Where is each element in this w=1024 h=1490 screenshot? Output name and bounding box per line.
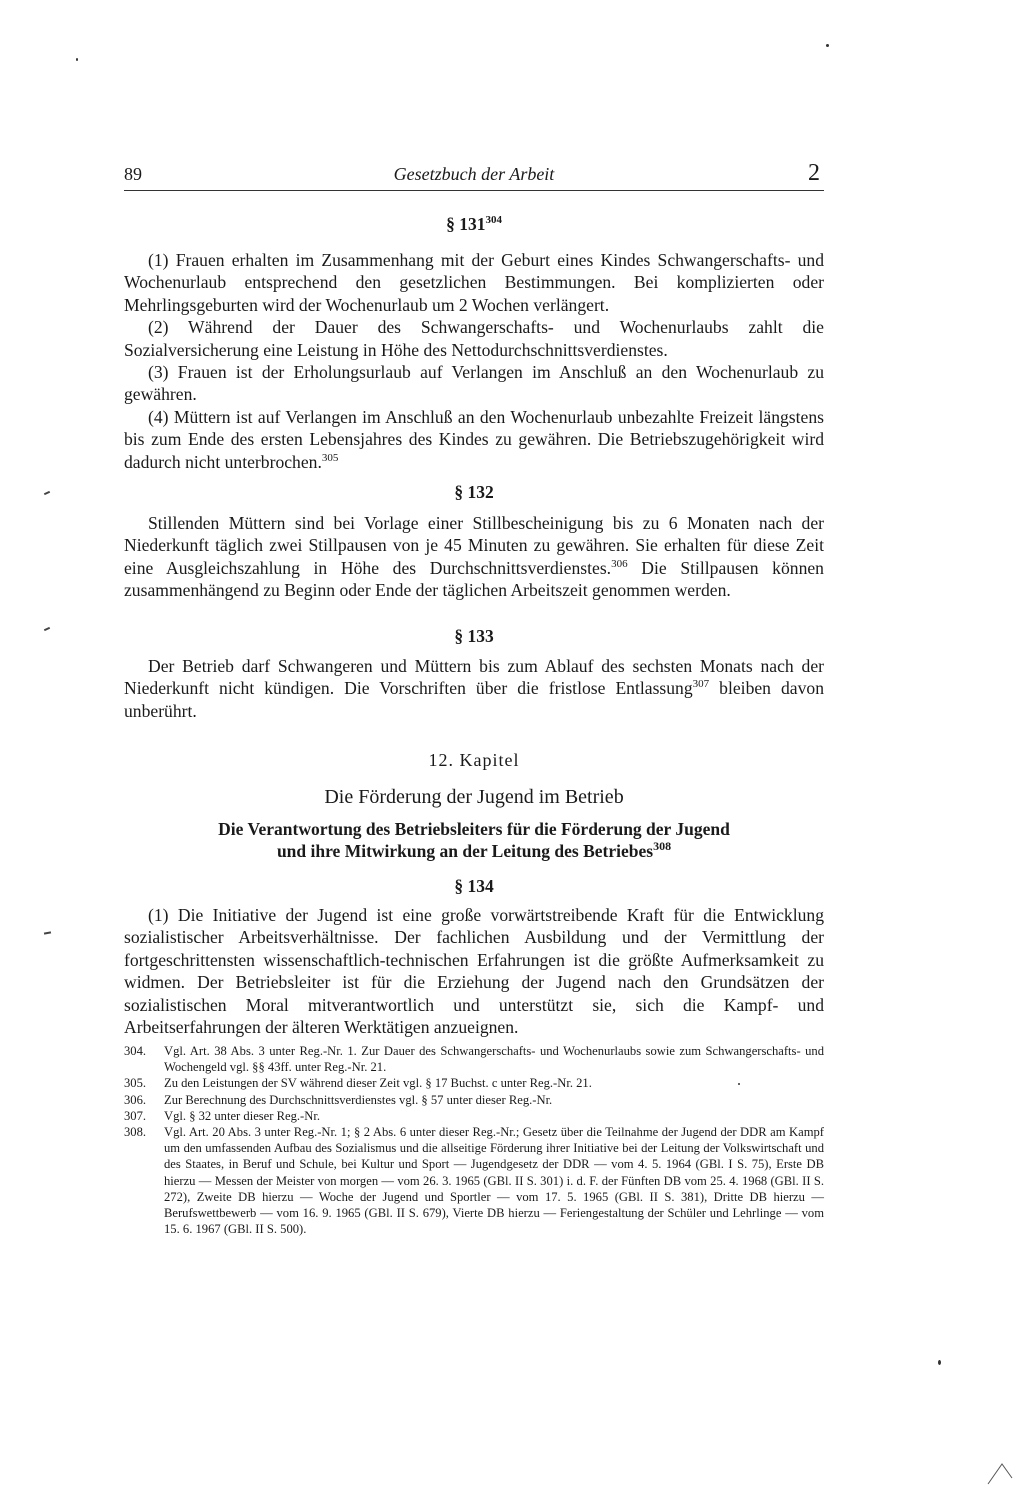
footnote: [124, 1124, 824, 1237]
section-heading: § 131: [446, 214, 486, 234]
scan-speck: [826, 44, 829, 47]
corner-scratch: [986, 1460, 1016, 1486]
footnote-number: 305.: [124, 1076, 147, 1091]
subtitle-text: und ihre Mitwirkung an der Leitung des Betriebes: [276, 841, 654, 861]
footnote-ref: 306: [611, 557, 628, 570]
scan-mark: [44, 627, 50, 631]
section-heading: § 133: [454, 626, 494, 646]
section-134-body: [124, 904, 824, 1038]
paragraph-text: Stillenden Müttern sind bei Vorlage einer Stillbescheinigung bis zu 6 Monaten nach der Niederkunft täglich zwei Stillpausen von je 45 Minuten zu gewähren. Sie erhalten für diese Zeit eine Ausgleichszahlung in Höhe des Durchschnittsverdienstes.: [124, 513, 824, 578]
footnote-text: Zu den Leistungen der SV während dieser Zeit vgl. § 17 Buchst. c unter Reg.-Nr. 21.: [164, 1076, 592, 1091]
footnote: [124, 1092, 824, 1108]
scan-speck: [738, 1083, 740, 1085]
section-133-heading: [124, 626, 824, 647]
footnote-number: 304.: [124, 1044, 147, 1058]
footnote-ref: 305: [321, 451, 339, 464]
section-heading: § 134: [454, 876, 494, 896]
section-132-heading: [124, 482, 824, 503]
subtitle-line: [124, 840, 824, 862]
subtitle-line: Die Verantwortung des Betriebsleiters für die Förderung der Jugend: [218, 819, 730, 839]
footnote-text: Vgl. § 32 unter dieser Reg.-Nr.: [164, 1108, 320, 1123]
section-132-body: [124, 512, 824, 602]
scan-speck: [938, 1360, 941, 1365]
section-134-heading: [124, 876, 824, 897]
section-131-body: [124, 249, 824, 473]
paragraph: (3) Frauen ist der Erholungsurlaub auf Verlangen im Anschluß an den Wochenurlaub zu gewähren.: [124, 362, 824, 405]
paragraph-text: Der Betrieb darf Schwangeren und Müttern bis zum Ablauf des sechsten Monats nach der Niederkunft nicht kündigen. Die Vorschriften über die fristlose Entlassung: [124, 656, 824, 699]
page-number: 89: [124, 164, 142, 184]
footnote-number: 307.: [124, 1108, 147, 1123]
scan-mark: [44, 931, 51, 934]
chapter-title: Die Förderung der Jugend im Betrieb: [324, 786, 624, 808]
footnote-number: 308.: [124, 1125, 147, 1140]
paragraph-text: bleiben davon unberührt.: [124, 678, 824, 721]
scan-mark: [44, 491, 50, 495]
paragraph: [124, 406, 824, 473]
paragraph: (1) Die Initiative der Jugend ist eine große vorwärtstreibende Kraft für die Entwicklung sozialistischer Arbeitsverhältnisse. Der fachlichen Ausbildung und der Vermittlung der fortgeschrittensten wissenschaftlich-technischen Erfahrungen ist die größte Aufmerksamkeit zu widmen. Der Betriebsleiter ist für die Erziehung der Jugend nach den Grundsätzen der sozialistischen Moral mitverantwortlich und unterstützt sie, sich die Kampf- und Arbeitserfahrungen der älteren Werktätigen anzueignen.: [124, 905, 824, 1038]
footnotes: [124, 1043, 824, 1237]
running-header: [124, 160, 824, 191]
chapter-number: 2: [808, 160, 820, 186]
footnote-ref: 307: [692, 678, 710, 691]
footnote: [124, 1075, 824, 1091]
scan-speck: [76, 58, 78, 61]
paragraph: (1) Frauen erhalten im Zusammenhang mit der Geburt eines Kindes Schwangerschafts- und Wochenurlaub entsprechend den gesetzlichen Bestimmungen. Bei komplizierten oder Mehrlingsgeburten wird der Wochenurlaub um 2 Wochen verlängert.: [124, 250, 824, 315]
footnote-text: Zur Berechnung des Durchschnittsverdienstes vgl. § 57 unter dieser Reg.-Nr.: [164, 1092, 553, 1107]
footnote-text: Vgl. Art. 20 Abs. 3 unter Reg.-Nr. 1; § 2 Abs. 6 unter dieser Reg.-Nr.; Gesetz über die Teilnahme der Jugend der DDR am Kampf um den umfassenden Aufbau des Sozialismus und die allseitige Förderung ihrer Initiative bei der Leitung der Volkswirtschaft und des Staates, in Beruf und Schule, bei Kultur und Sport — Jugendgesetz der DDR — vom 4. 5. 1964 (GBl. I S. 75), Erste DB hierzu — Messen der Meister von morgen — vom 26. 3. 1965 (GBl. II S. 301) i. d. F. der Fünften DB vom 25. 4. 1968 (GBl. II S. 272), Zweite DB hierzu — Woche der Jugend und Sportler — vom 17. 5. 1965 (GBl. II S. 381), Dritte DB hierzu — Berufswettbewerb — vom 16. 9. 1965 (GBl. II S. 679), Vierte DB hierzu — Feriengestaltung der Schüler und Lehrlinge — vom 15. 6. 1967 (GBl. II S. 500).: [164, 1125, 824, 1237]
footnote-text: Vgl. Art. 38 Abs. 3 unter Reg.-Nr. 1. Zur Dauer des Schwangerschafts- und Wochenurlaubs sowie zum Schwangerschafts- und Wochengeld vgl. §§ 43ff. unter Reg.-Nr. 21.: [164, 1044, 824, 1075]
paragraph-text: (4) Müttern ist auf Verlangen im Anschluß an den Wochenurlaub unbezahlte Freizeit längstens bis zum Ende des ersten Lebensjahres des Kindes zu gewähren. Die Betriebszugehörigkeit wird dadurch nicht unterbrochen.: [124, 406, 824, 472]
paragraph: (2) Während der Dauer des Schwangerschafts- und Wochenurlaubs zahlt die Sozialversicherung eine Leistung in Höhe des Nettodurchschnittsverdienstes.: [124, 317, 824, 360]
section-heading: § 132: [454, 482, 494, 502]
section-133-body: [124, 655, 824, 722]
footnote-ref: 304: [485, 214, 502, 227]
footnote-number: 306.: [124, 1092, 147, 1107]
footnote-ref: 308: [653, 839, 672, 854]
chapter-subtitle: [124, 818, 824, 862]
chapter-label: 12. Kapitel: [428, 750, 520, 770]
paragraph: [124, 512, 824, 602]
paragraph: [124, 655, 824, 722]
paragraph-text: Die Stillpausen können zusammenhängend zu Beginn oder Ende der täglichen Arbeitszeit genommen werden.: [124, 557, 824, 601]
footnote: [124, 1108, 824, 1124]
running-title: Gesetzbuch der Arbeit: [393, 164, 555, 184]
footnote: [124, 1043, 824, 1075]
section-131-heading: [124, 214, 824, 235]
